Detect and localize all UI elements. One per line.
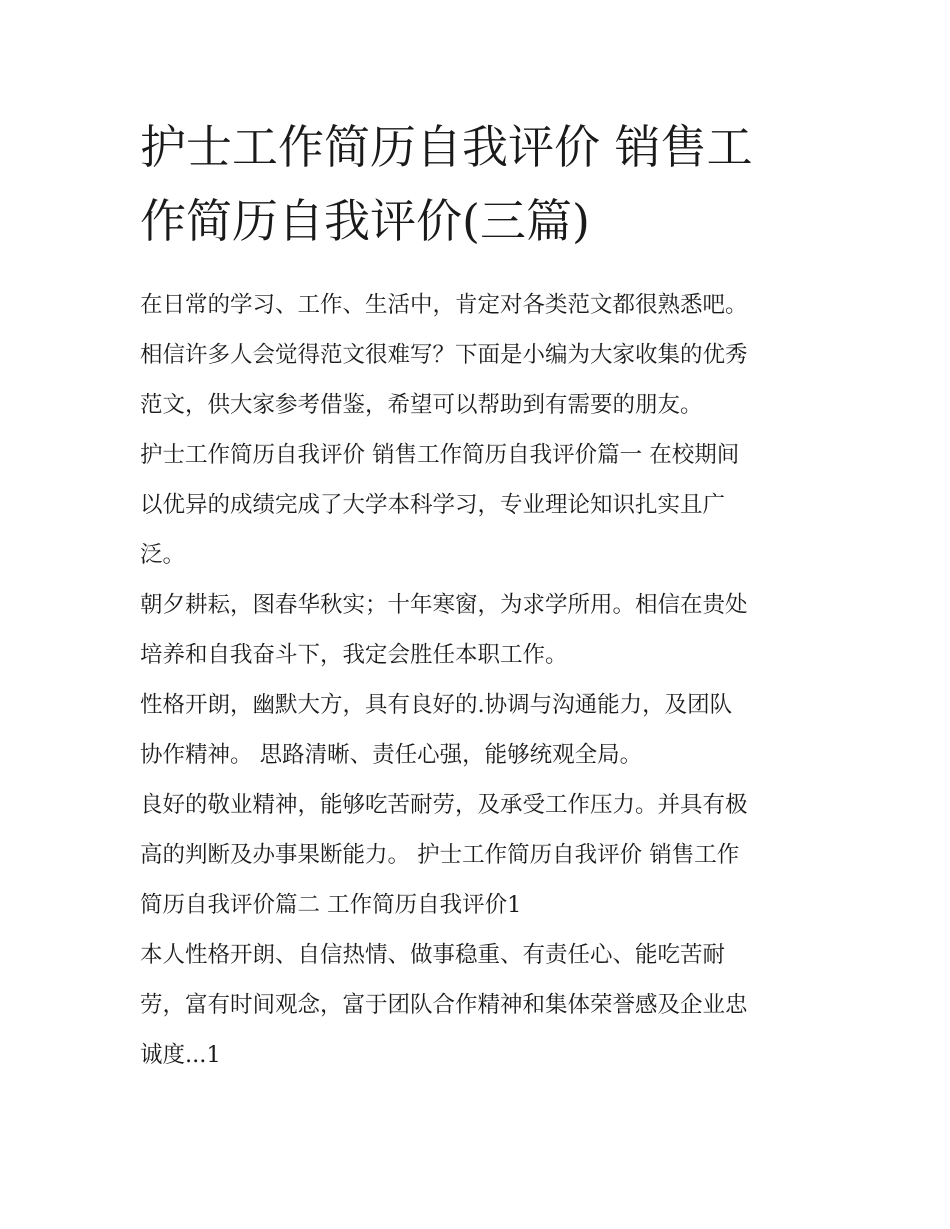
paragraph-line: 护士工作简历自我评价 销售工作简历自我评价篇一 在校期间 [140, 442, 740, 468]
paragraph-line: 劳，富有时间观念，富于团队合作精神和集体荣誉感及企业忠 [140, 992, 748, 1018]
paragraph-line: 在日常的学习、工作、生活中，肯定对各类范文都很熟悉吧。 [140, 292, 748, 318]
paragraph-line: 以优异的成绩完成了大学本科学习，专业理论知识扎实且广 [140, 492, 726, 518]
paragraph-diligence [140, 580, 820, 680]
title-line-2: 作简历自我评价(三篇) [140, 194, 590, 248]
paragraph-personality [140, 680, 820, 780]
paragraph-line: 高的判断及办事果断能力。 护士工作简历自我评价 销售工作 [140, 842, 740, 868]
paragraph-line: 本人性格开朗、自信热情、做事稳重、有责任心、能吃苦耐 [140, 942, 726, 968]
paragraph-line: 培养和自我奋斗下，我定会胜任本职工作。 [140, 642, 568, 668]
paragraph-work-ethic [140, 780, 820, 930]
document-title [140, 110, 820, 258]
paragraph-line: 诚度...1 [140, 1042, 221, 1068]
paragraph-line: 朝夕耕耘，图春华秋实；十年寒窗，为求学所用。相信在贵处 [140, 592, 748, 618]
paragraph-line: 简历自我评价篇二 工作简历自我评价1 [140, 892, 522, 918]
title-line-1: 护士工作简历自我评价 销售工 [140, 120, 753, 174]
paragraph-line: 性格开朗，幽默大方，具有良好的.协调与沟通能力，及团队 [140, 692, 733, 718]
document-page [140, 110, 820, 1080]
paragraph-intro [140, 280, 820, 430]
paragraph-section-one [140, 430, 820, 580]
paragraph-line: 范文，供大家参考借鉴，希望可以帮助到有需要的朋友。 [140, 392, 703, 418]
paragraph-section-two [140, 930, 820, 1080]
paragraph-line: 协作精神。 思路清晰、责任心强，能够统观全局。 [140, 742, 643, 768]
document-body [140, 280, 820, 1080]
paragraph-line: 良好的敬业精神，能够吃苦耐劳，及承受工作压力。并具有极 [140, 792, 748, 818]
paragraph-line: 泛。 [140, 542, 186, 568]
paragraph-line: 相信许多人会觉得范文很难写？下面是小编为大家收集的优秀 [140, 342, 748, 368]
